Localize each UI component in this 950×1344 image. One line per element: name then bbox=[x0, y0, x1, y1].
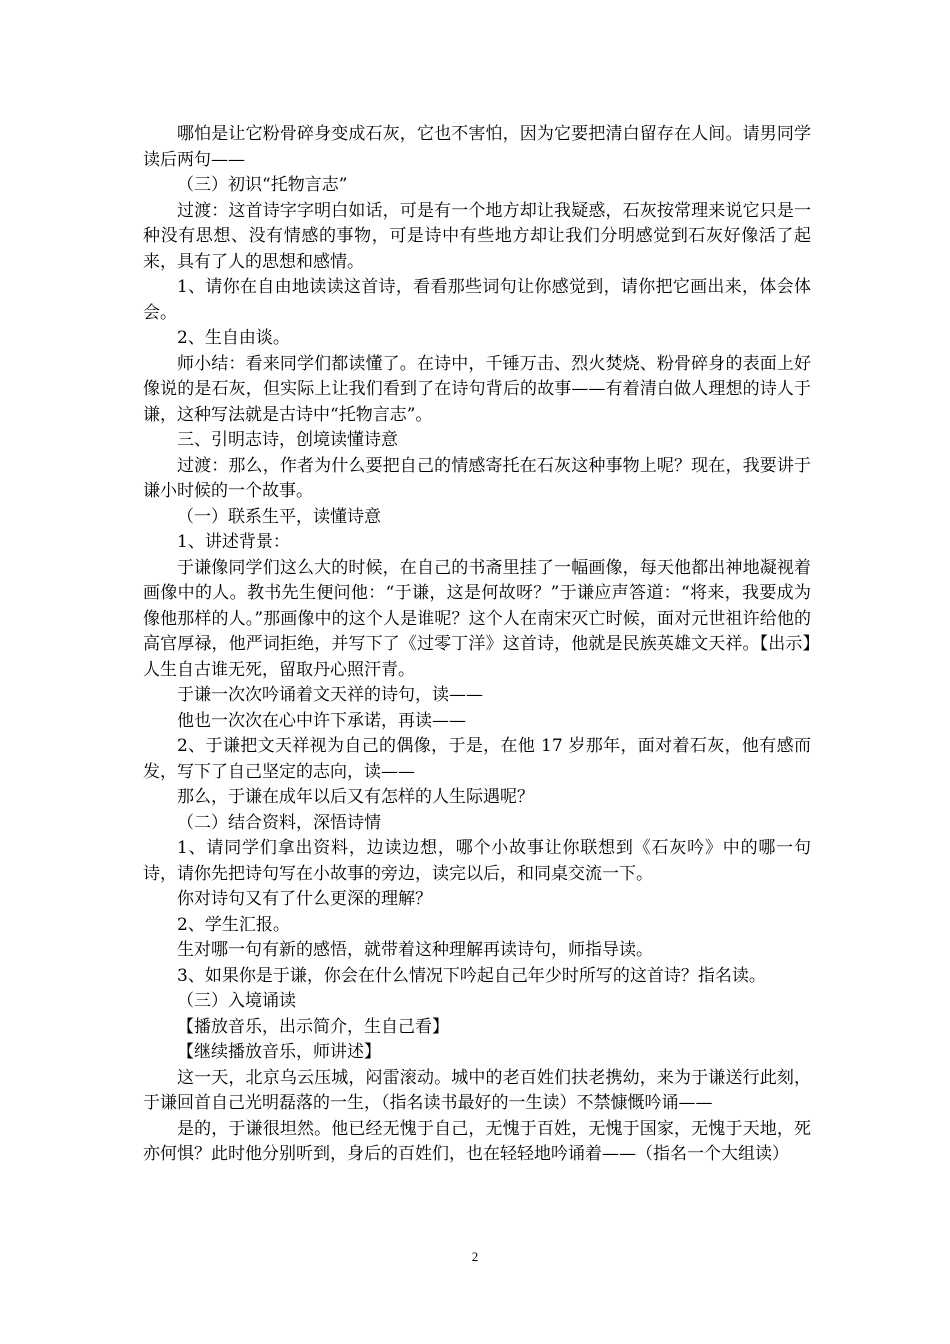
paragraph: 那么，于谦在成年以后又有怎样的人生际遇呢？ bbox=[177, 787, 534, 807]
paragraph: 【播放音乐，出示简介，生自己看】 bbox=[177, 1016, 449, 1037]
paragraph: （三）入境诵读 bbox=[177, 991, 296, 1011]
paragraph: 2、生自由谈。 bbox=[177, 328, 290, 348]
paragraph: 2、学生汇报。 bbox=[177, 914, 290, 935]
paragraph: 1、请同学们拿出资料，边读边想，哪个小故事让你联想到《石灰吟》中的哪一句诗，请你先把诗句写在小故事的旁边，读完以后，和同桌交流一下。 bbox=[143, 838, 811, 884]
paragraph: 三、引明志诗，创境读懂诗意 bbox=[177, 430, 398, 450]
paragraph: 过渡：这首诗字字明白如话，可是有一个地方却让我疑惑，石灰按常理来说它只是一种没有思想、没有情感的事物，可是诗中有些地方却让我们分明感觉到石灰好像活了起来，具有了人的思想和感情。 bbox=[143, 200, 811, 272]
paragraph: 【继续播放音乐，师讲述】 bbox=[177, 1042, 381, 1062]
paragraph: 于谦一次次吟诵着文天祥的诗句，读—— bbox=[177, 685, 483, 705]
paragraph: 这一天，北京乌云压城，闷雷滚动。城中的老百姓们扶老携幼，来为于谦送行此刻，于谦回首自己光明磊落的一生，（指名读书最好的一生读）不禁慷慨吟诵—— bbox=[143, 1067, 811, 1113]
page-number: 2 bbox=[471, 1249, 479, 1264]
paragraph: 师小结：看来同学们都读懂了。在诗中，千锤万击、烈火焚烧、粉骨碎身的表面上好像说的是石灰，但实际上让我们看到了在诗句背后的故事——有着清白做人理想的诗人于谦，这种写法就是古诗中“托物言志”。 bbox=[143, 353, 811, 425]
paragraph: 1、讲述背景： bbox=[177, 532, 290, 552]
paragraph: （三）初识“托物言志” bbox=[177, 175, 348, 195]
paragraph: 1、请你在自由地读读这首诗，看看那些词句让你感觉到，请你把它画出来，体会体会。 bbox=[143, 277, 811, 323]
paragraph: 过渡：那么，作者为什么要把自己的情感寄托在石灰这种事物上呢？现在，我要讲于谦小时候的一个故事。 bbox=[143, 455, 811, 501]
paragraph: 于谦像同学们这么大的时候，在自己的书斋里挂了一幅画像，每天他都出神地凝视着画像中的人。教书先生便问他：“于谦，这是何故呀？”于谦应声答道：“将来，我要成为像他那样的人。”那画像中的这个人是谁呢？这个人在南宋灭亡时候，面对元世祖许给他的高官厚禄，他严词拒绝，并写下了《过零丁洋》这首诗，他就是民族英雄文天祥。【出示】人生自古谁无死，留取丹心照汗青。 bbox=[143, 557, 811, 680]
paragraph: 哪怕是让它粉骨碎身变成石灰，它也不害怕，因为它要把清白留存在人间。请男同学读后两句—— bbox=[143, 124, 811, 170]
paragraph: 他也一次次在心中许下承诺，再读—— bbox=[177, 710, 466, 731]
paragraph: （二）结合资料，深悟诗情 bbox=[177, 812, 381, 833]
paragraph: 你对诗句又有了什么更深的理解？ bbox=[177, 889, 432, 909]
paragraph: 生对哪一句有新的感悟，就带着这种理解再读诗句，师指导读。 bbox=[177, 940, 653, 960]
paragraph: 3、如果你是于谦，你会在什么情况下吟起自己年少时所写的这首诗？指名读。 bbox=[177, 965, 766, 986]
paragraph: 是的，于谦很坦然。他已经无愧于自己，无愧于百姓，无愧于国家，无愧于天地，死亦何惧？此时他分别听到，身后的百姓们，也在轻轻地吟诵着——（指名一个大组读） bbox=[143, 1118, 811, 1164]
document-body bbox=[143, 122, 811, 1168]
paragraph: （一）联系生平，读懂诗意 bbox=[177, 506, 381, 527]
paragraph: 2、于谦把文天祥视为自己的偶像，于是，在他 17 岁那年，面对着石灰，他有感而发，写下了自己坚定的志向，读—— bbox=[143, 736, 811, 782]
